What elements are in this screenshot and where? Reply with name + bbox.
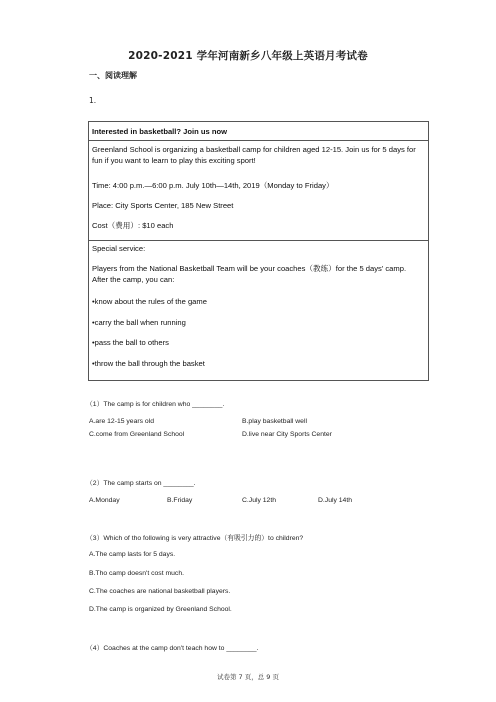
page-footer: 试卷第 7 页，总 9 页 bbox=[216, 673, 280, 681]
ad-special-text: Players from the National Basketball Team will be your coaches（教练）for the 5 days' camp. After the camp, you can: bbox=[92, 264, 407, 284]
option: C.July 12th bbox=[242, 497, 277, 504]
ad-time: Time: 4:00 p.m.—6:00 p.m. July 10th—14th, 2019（Monday to Friday） bbox=[92, 181, 334, 190]
ad-heading: Interested in basketball? Join us now bbox=[92, 127, 228, 136]
option: A.are 12-15 years old bbox=[89, 418, 154, 425]
question-text: （3）Which of tho following is very attractive（有吸引力的）to children? bbox=[86, 535, 304, 542]
option: C.The coaches are national basketball players. bbox=[89, 588, 231, 595]
ad-divider bbox=[89, 140, 428, 141]
question-text: （1）The camp is for children who ________. bbox=[86, 401, 225, 408]
ad-bullet: •pass the ball to others bbox=[92, 338, 169, 347]
option: A.Monday bbox=[89, 497, 120, 504]
ad-cost: Cost（费用）: $10 each bbox=[92, 221, 174, 230]
option: A.The camp lasts for 5 days. bbox=[89, 551, 176, 558]
option: D.The camp is organized by Greenland School. bbox=[89, 606, 232, 613]
question-text: （4）Coaches at the camp don't teach how to ________. bbox=[86, 645, 259, 652]
ad-intro: Greenland School is organizing a basketball camp for children aged 12-15. Join us for 5 days for fun if you want to learn to play this exciting sport! bbox=[92, 145, 416, 165]
question-number: 1. bbox=[89, 96, 97, 105]
ad-bullet: •know about the rules of the game bbox=[92, 297, 207, 306]
option: D.live near City Sports Center bbox=[242, 431, 332, 438]
ad-special-label: Special service: bbox=[92, 244, 146, 253]
advertisement-box bbox=[88, 121, 429, 381]
option: D.July 14th bbox=[318, 497, 353, 504]
option: B.play basketball well bbox=[242, 418, 307, 425]
ad-bullet: •throw the ball through the basket bbox=[92, 359, 205, 368]
option: B.Tho camp doesn't cost much. bbox=[89, 570, 184, 577]
option: C.come from Greenland School bbox=[89, 431, 185, 438]
page-title: 2020-2021 学年河南新乡八年级上英语月考试卷 bbox=[128, 50, 368, 62]
ad-bullet: •carry the ball when running bbox=[92, 318, 186, 327]
ad-place: Place: City Sports Center, 185 New Street bbox=[92, 201, 234, 210]
option: B.Friday bbox=[167, 497, 193, 504]
ad-divider bbox=[89, 240, 428, 241]
question-text: （2）The camp starts on ________. bbox=[86, 480, 196, 487]
section-title: 一、阅读理解 bbox=[89, 71, 137, 80]
